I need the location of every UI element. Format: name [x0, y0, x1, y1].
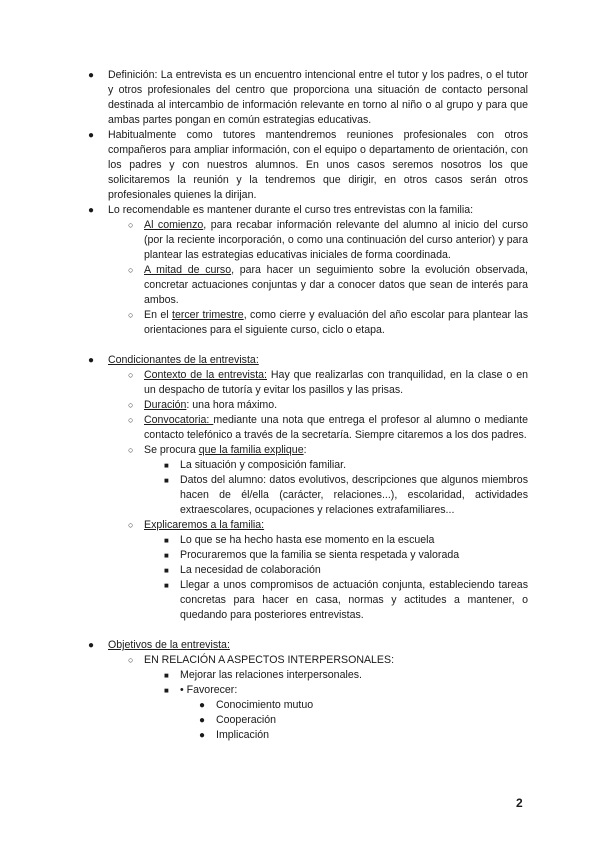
item-text: La necesidad de colaboración [180, 564, 321, 576]
square-bullet-icon: ■ [164, 476, 169, 485]
list-item [86, 218, 528, 263]
spacer [86, 623, 528, 638]
list-item [86, 728, 528, 743]
term-text: Hay que realizarlas con tranquilidad, en la clase o en un despacho de tutoría y evitar los pasillos y las prisas. [144, 369, 528, 396]
circle-bullet-icon: ○ [128, 655, 134, 665]
circle-bullet-icon: ○ [128, 370, 134, 380]
item-text: Cooperación [216, 714, 277, 726]
list-item [86, 548, 528, 563]
circle-bullet-icon: ○ [128, 310, 134, 320]
term-label: que la familia explique [198, 444, 304, 456]
item-text: Llegar a unos compromisos de actuación conjunta, estableciendo tareas concretas para hacer en casa, normas y actitudes a mantener, o quedando para posteriores entrevistas. [180, 579, 528, 621]
term-label: Duración [144, 399, 187, 411]
definition-text: Definición: La entrevista es un encuentro intencional entre el tutor y los padres, o el tutor y otros profesionales del centro que proporciona una situación de contacto personal destinada al intercambio de información relevante en torno al niño o al grupo y para que ambas partes pongan en común estrategias educativas. [108, 69, 528, 126]
item-text: • Favorecer: [180, 684, 238, 696]
term-text: , para recabar información relevante del alumno al inicio del curso (por la reciente incorporación, o como una continuación del curso anterior) y para plantear las estrategias educativas iniciales de forma coordinada. [144, 219, 528, 261]
term-label: Convocatoria: [144, 414, 214, 426]
term-text: , como cierre y evaluación del año escolar para plantear las orientaciones para el siguiente curso, ciclo o etapa. [144, 309, 528, 336]
bullet-icon: ● [88, 130, 95, 141]
circle-bullet-icon: ○ [128, 520, 134, 530]
item-text: Procuraremos que la familia se sienta respetada y valorada [180, 549, 460, 561]
page-number: 2 [516, 796, 523, 810]
list-item [86, 563, 528, 578]
item-text: Mejorar las relaciones interpersonales. [180, 669, 362, 681]
term-suffix: : [303, 444, 307, 456]
list-item [86, 398, 528, 413]
square-bullet-icon: ■ [164, 581, 169, 590]
list-item [86, 698, 528, 713]
list-item [86, 668, 528, 683]
bullet-icon: ● [88, 205, 95, 216]
term-label: Explicaremos a la familia: [144, 519, 265, 531]
circle-bullet-icon: ○ [128, 445, 134, 455]
bullet-icon: ● [199, 730, 206, 741]
term-text: mediante una nota que entrega el profesor al alumno o mediante contacto telefónico a través de la secretaría. Siempre citaremos a los dos padres. [144, 414, 528, 441]
term-label: A mitad de curso [144, 264, 232, 276]
list-item [86, 443, 528, 458]
list-item [86, 578, 528, 623]
list-item [86, 473, 528, 518]
item-text: Datos del alumno: datos evolutivos, descripciones que algunos miembros hacen de él/ella (carácter, relaciones...), escolaridad, actividades extraescolares, ocupaciones y relaciones extrafamiliares... [180, 474, 528, 516]
list-item [86, 368, 528, 398]
square-bullet-icon: ■ [164, 551, 169, 560]
list-item [86, 533, 528, 548]
list-item [86, 458, 528, 473]
meetings-text: Habitualmente como tutores mantendremos reuniones profesionales con otros compañeros para ampliar información, con el equipo o departamento de orientación, con los padres y con nuestros alumnos. En unos casos seremos nosotros los que solicitaremos la reunión y la tendremos que dirigir, en otros casos serán otros profesionales quienes la dirijan. [108, 129, 528, 201]
list-item [86, 308, 528, 338]
list-item [86, 203, 528, 218]
section-title: Condicionantes de la entrevista: [108, 354, 259, 366]
section-heading [86, 353, 528, 368]
document-body [86, 68, 528, 743]
bullet-icon: ● [199, 700, 206, 711]
item-text: La situación y composición familiar. [180, 459, 347, 471]
circle-bullet-icon: ○ [128, 220, 134, 230]
bullet-icon: ● [199, 715, 206, 726]
term-label: Al comienzo [144, 219, 204, 231]
term-prefix: En el [144, 309, 173, 321]
spacer [86, 338, 528, 353]
item-text: Lo que se ha hecho hasta ese momento en la escuela [180, 534, 435, 546]
section-title: Objetivos de la entrevista: [108, 639, 230, 651]
circle-bullet-icon: ○ [128, 400, 134, 410]
bullet-icon: ● [88, 640, 95, 651]
list-item [86, 518, 528, 533]
list-item [86, 68, 528, 128]
square-bullet-icon: ■ [164, 566, 169, 575]
term-prefix: Se procura [144, 444, 199, 456]
bullet-icon: ● [88, 355, 95, 366]
list-item [86, 413, 528, 443]
circle-bullet-icon: ○ [128, 265, 134, 275]
item-text: Conocimiento mutuo [216, 699, 314, 711]
square-bullet-icon: ■ [164, 536, 169, 545]
section-heading [86, 638, 528, 653]
bullet-icon: ● [88, 70, 95, 81]
list-item [86, 653, 528, 668]
list-item [86, 683, 528, 698]
item-text: Implicación [216, 729, 269, 741]
list-item [86, 128, 528, 203]
square-bullet-icon: ■ [164, 686, 169, 695]
list-item [86, 713, 528, 728]
item-text: EN RELACIÓN A ASPECTOS INTERPERSONALES: [144, 654, 395, 666]
recommended-text: Lo recomendable es mantener durante el curso tres entrevistas con la familia: [108, 204, 474, 216]
square-bullet-icon: ■ [164, 671, 169, 680]
term-label: Contexto de la entrevista: [144, 369, 267, 381]
list-item [86, 263, 528, 308]
circle-bullet-icon: ○ [128, 415, 134, 425]
term-label: tercer trimestre [172, 309, 244, 321]
term-text: , para hacer un seguimiento sobre la evolución observada, concretar actuaciones conjuntas y dar a conocer datos que sean de interés para ambos. [144, 264, 528, 306]
term-text: : una hora máximo. [186, 399, 278, 411]
square-bullet-icon: ■ [164, 461, 169, 470]
